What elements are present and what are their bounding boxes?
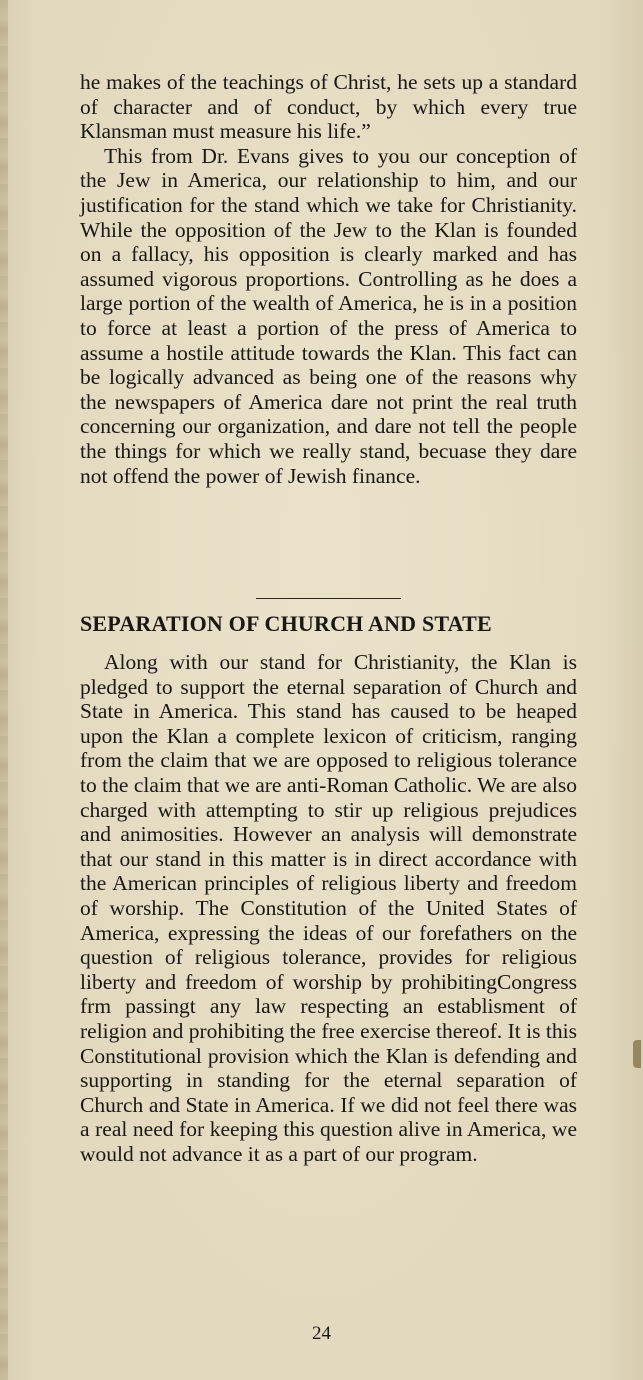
- section-text-block: [80, 650, 577, 1166]
- separation-paragraph: Along with our stand for Christianity, the Klan is pledged to support the eternal separation of Church and State in America. This stand has caused to be heaped upon the Klan a complete lexicon of criticism, ranging from the claim that we are opposed to religious tolerance to the claim that we are anti-Roman Catholic. We are also charged with attempting to stir up religious prejudices and animosities. However an analysis will demonstrate that our stand in this matter is in direct accordance with the American principles of religious liberty and freedom of worship. The Constitution of the United States of America, expressing the ideas of our forefathers on the question of religious tolerance, provides for religious liberty and freedom of worship by prohibitingCongress frm passingt any law respecting an establisment of religion and prohibiting the free exercise thereof. It is this Constitutional provision which the Klan is defending and supporting in standing for the eternal separation of Church and State in America. If we did not feel there was a real need for keeping this question alive in America, we would not advance it as a part of our program.: [80, 650, 577, 1166]
- page-edge-mark: [633, 1040, 641, 1068]
- evans-paragraph: This from Dr. Evans gives to you our conception of the Jew in America, our relationship to him, and our justification for the stand which we take for Christianity. While the opposition of the Jew to the Klan is founded on a fallacy, his opposition is clearly marked and has assumed vigorous proportions. Controlling as he does a large portion of the wealth of America, he is in a position to force at least a portion of the press of America to assume a hostile attitude towards the Klan. This fact can be logically advanced as being one of the reasons why the newspapers of America dare not print the real truth concerning our organization, and dare not tell the people the things for which we really stand, becuase they dare not offend the power of Jewish finance.: [80, 143, 577, 488]
- top-text-block: [80, 70, 577, 488]
- page-left-edge: [0, 0, 8, 1380]
- section-heading: SEPARATION OF CHURCH AND STATE: [80, 611, 492, 636]
- section-divider: [256, 598, 401, 599]
- page-number: 24: [312, 1323, 331, 1344]
- continued-paragraph: he makes of the teachings of Christ, he sets up a standard of character and of conduct, by which every true Klansman must measure his life.”: [80, 70, 577, 144]
